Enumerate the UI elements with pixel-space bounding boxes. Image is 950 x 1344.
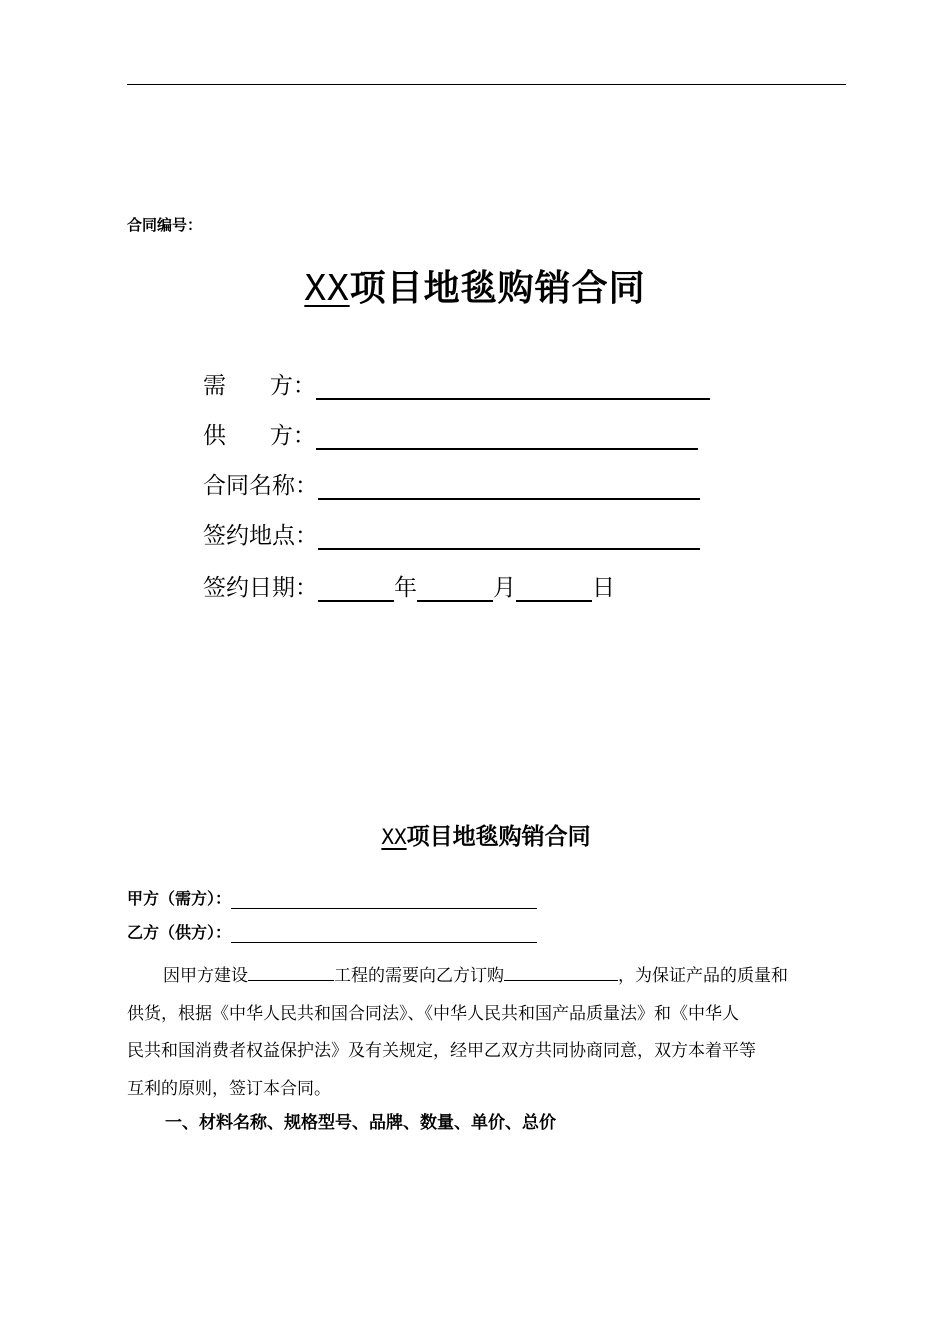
contract-name-blank[interactable]	[318, 472, 700, 500]
buyer-field	[203, 366, 710, 400]
preamble-line-3: 民共和国消费者权益保护法》及有关规定，经甲乙双方共同协商同意，双方本着平等	[127, 1041, 756, 1061]
preamble-text-1a: 因甲方建设	[163, 966, 248, 986]
preamble-line-1	[127, 958, 847, 996]
party-b-blank[interactable]	[231, 924, 537, 943]
supplier-field	[203, 416, 698, 450]
body-title-text: 项目地毯购销合同	[406, 823, 591, 850]
preamble-line-4: 互利的原则，签订本合同。	[127, 1078, 331, 1099]
contract-name-label: 合同名称：	[203, 473, 318, 499]
month-label: 月	[493, 575, 516, 601]
header-rule	[127, 84, 846, 85]
supplier-blank[interactable]	[316, 422, 698, 450]
party-a-label: 甲方（需方）：	[127, 889, 232, 908]
preamble-paragraph	[127, 958, 847, 1108]
contract-name-field	[203, 466, 700, 500]
sign-place-label: 签约地点：	[203, 523, 318, 549]
sign-date-field	[203, 568, 615, 602]
buyer-blank[interactable]	[316, 372, 710, 400]
year-label: 年	[394, 575, 417, 601]
cover-title-text: 项目地毯购销合同	[349, 267, 646, 309]
preamble-text-1c: ，为保证产品的质量和	[618, 966, 788, 986]
body-title	[0, 818, 950, 851]
section-1-heading: 一、材料名称、规格型号、品牌、数量、单价、总价	[165, 1113, 556, 1133]
preamble-line-2: 供货，根据《中华人民共和国合同法》、《中华人民共和国产品质量法》和《中华人	[127, 1003, 739, 1024]
sign-place-blank[interactable]	[318, 522, 700, 550]
day-blank[interactable]	[516, 574, 592, 602]
party-a-field	[127, 886, 537, 909]
project-blank[interactable]	[248, 962, 334, 981]
year-blank[interactable]	[318, 574, 394, 602]
product-blank[interactable]	[504, 962, 618, 981]
supplier-label: 供 方：	[203, 423, 316, 449]
party-b-label: 乙方（供方）：	[127, 923, 232, 942]
day-label: 日	[592, 575, 615, 601]
party-a-blank[interactable]	[231, 890, 537, 909]
buyer-label: 需 方：	[203, 373, 316, 399]
sign-place-field	[203, 516, 700, 550]
preamble-text-1b: 工程的需要向乙方订购	[334, 966, 504, 986]
sign-date-label: 签约日期：	[203, 575, 318, 601]
cover-title	[0, 260, 950, 311]
body-title-prefix: XX	[381, 825, 407, 849]
party-b-field	[127, 920, 537, 943]
cover-title-prefix: XX	[304, 268, 350, 309]
month-blank[interactable]	[417, 574, 493, 602]
contract-number-label: 合同编号：	[127, 216, 203, 234]
